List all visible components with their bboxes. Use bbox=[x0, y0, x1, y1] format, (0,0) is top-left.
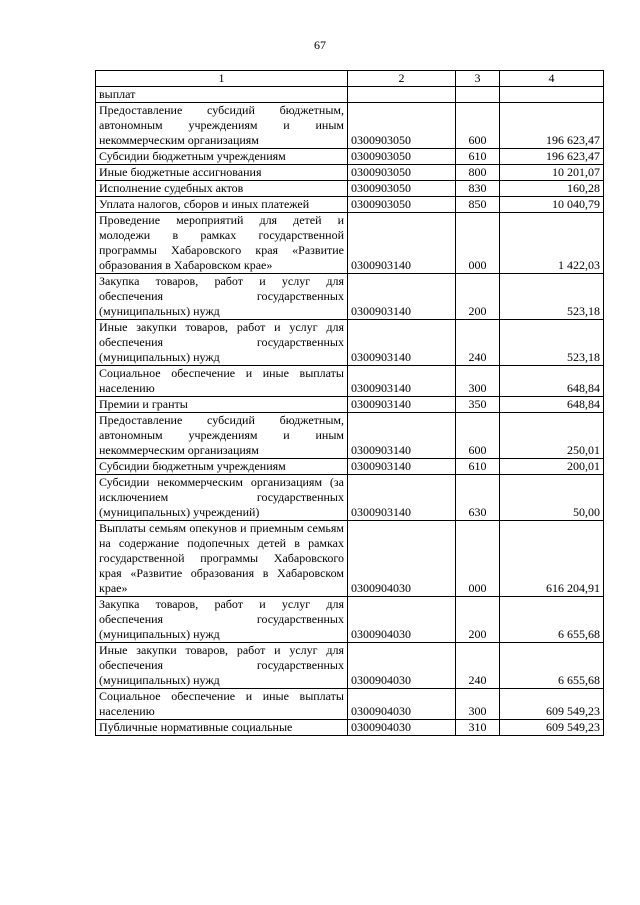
row-code: 0300904030 bbox=[348, 643, 456, 689]
row-code: 0300903140 bbox=[348, 459, 456, 475]
table-row bbox=[96, 597, 604, 643]
row-type: 350 bbox=[456, 397, 500, 413]
row-name: Предоставление субсидий бюджетным, автономным учреждениям и иным некоммерческим организациям bbox=[96, 103, 348, 149]
page-number: 67 bbox=[314, 38, 326, 52]
row-amount: 648,84 bbox=[500, 366, 604, 397]
row-name: Субсидии бюджетным учреждениям bbox=[96, 149, 348, 165]
row-code: 0300903140 bbox=[348, 475, 456, 521]
row-code: 0300903050 bbox=[348, 149, 456, 165]
row-code: 0300903140 bbox=[348, 320, 456, 366]
row-name: Иные бюджетные ассигнования bbox=[96, 165, 348, 181]
row-type: 850 bbox=[456, 197, 500, 213]
row-code: 0300903140 bbox=[348, 397, 456, 413]
budget-table bbox=[95, 70, 604, 736]
table-row bbox=[96, 397, 604, 413]
row-name: выплат bbox=[96, 87, 348, 103]
row-amount: 609 549,23 bbox=[500, 720, 604, 736]
row-type: 240 bbox=[456, 643, 500, 689]
header-col-1: 1 bbox=[96, 71, 348, 87]
table-row bbox=[96, 213, 604, 274]
table-row bbox=[96, 413, 604, 459]
row-amount: 250,01 bbox=[500, 413, 604, 459]
row-code bbox=[348, 87, 456, 103]
row-amount: 196 623,47 bbox=[500, 103, 604, 149]
row-type: 000 bbox=[456, 521, 500, 597]
row-type: 800 bbox=[456, 165, 500, 181]
row-amount: 50,00 bbox=[500, 475, 604, 521]
table-row bbox=[96, 165, 604, 181]
row-name: Исполнение судебных актов bbox=[96, 181, 348, 197]
row-name: Социальное обеспечение и иные выплаты населению bbox=[96, 366, 348, 397]
row-name: Публичные нормативные социальные bbox=[96, 720, 348, 736]
row-amount: 523,18 bbox=[500, 320, 604, 366]
row-amount: 160,28 bbox=[500, 181, 604, 197]
row-name: Субсидии некоммерческим организациям (за исключением государственных (муниципальных) учреждений) bbox=[96, 475, 348, 521]
row-code: 0300903140 bbox=[348, 413, 456, 459]
table-row bbox=[96, 87, 604, 103]
row-type: 610 bbox=[456, 459, 500, 475]
row-amount: 10 201,07 bbox=[500, 165, 604, 181]
row-name: Премии и гранты bbox=[96, 397, 348, 413]
table-row bbox=[96, 181, 604, 197]
row-type: 200 bbox=[456, 274, 500, 320]
table-row bbox=[96, 103, 604, 149]
table-row bbox=[96, 720, 604, 736]
row-name: Закупка товаров, работ и услуг для обеспечения государственных (муниципальных) нужд bbox=[96, 597, 348, 643]
row-type: 200 bbox=[456, 597, 500, 643]
header-col-3: 3 bbox=[456, 71, 500, 87]
table-row bbox=[96, 366, 604, 397]
row-name: Закупка товаров, работ и услуг для обеспечения государственных (муниципальных) нужд bbox=[96, 274, 348, 320]
row-amount: 6 655,68 bbox=[500, 597, 604, 643]
row-amount: 10 040,79 bbox=[500, 197, 604, 213]
row-code: 0300903050 bbox=[348, 197, 456, 213]
row-amount: 616 204,91 bbox=[500, 521, 604, 597]
row-amount: 200,01 bbox=[500, 459, 604, 475]
row-amount bbox=[500, 87, 604, 103]
row-type: 000 bbox=[456, 213, 500, 274]
row-name: Социальное обеспечение и иные выплаты населению bbox=[96, 689, 348, 720]
header-col-4: 4 bbox=[500, 71, 604, 87]
row-name: Иные закупки товаров, работ и услуг для обеспечения государственных (муниципальных) нужд bbox=[96, 320, 348, 366]
row-code: 0300904030 bbox=[348, 521, 456, 597]
row-type: 300 bbox=[456, 689, 500, 720]
table-header-row bbox=[96, 71, 604, 87]
row-amount: 648,84 bbox=[500, 397, 604, 413]
row-name: Уплата налогов, сборов и иных платежей bbox=[96, 197, 348, 213]
row-type: 300 bbox=[456, 366, 500, 397]
row-code: 0300904030 bbox=[348, 720, 456, 736]
table-row bbox=[96, 197, 604, 213]
row-code: 0300903050 bbox=[348, 181, 456, 197]
table-row bbox=[96, 274, 604, 320]
row-type: 600 bbox=[456, 413, 500, 459]
row-amount: 609 549,23 bbox=[500, 689, 604, 720]
row-code: 0300903140 bbox=[348, 366, 456, 397]
row-name: Выплаты семьям опекунов и приемным семьям на содержание подопечных детей в рамках государственной программы Хабаровского края «Развитие образования в Хабаровском крае» bbox=[96, 521, 348, 597]
row-code: 0300903140 bbox=[348, 274, 456, 320]
row-name: Субсидии бюджетным учреждениям bbox=[96, 459, 348, 475]
table-row bbox=[96, 521, 604, 597]
row-code: 0300904030 bbox=[348, 597, 456, 643]
row-type: 240 bbox=[456, 320, 500, 366]
row-type: 830 bbox=[456, 181, 500, 197]
row-amount: 523,18 bbox=[500, 274, 604, 320]
row-type: 600 bbox=[456, 103, 500, 149]
table-row bbox=[96, 475, 604, 521]
row-type: 630 bbox=[456, 475, 500, 521]
row-name: Иные закупки товаров, работ и услуг для обеспечения государственных (муниципальных) нужд bbox=[96, 643, 348, 689]
row-code: 0300903050 bbox=[348, 103, 456, 149]
row-code: 0300903050 bbox=[348, 165, 456, 181]
row-type: 610 bbox=[456, 149, 500, 165]
row-code: 0300903140 bbox=[348, 213, 456, 274]
row-amount: 6 655,68 bbox=[500, 643, 604, 689]
table-row bbox=[96, 149, 604, 165]
header-col-2: 2 bbox=[348, 71, 456, 87]
row-amount: 196 623,47 bbox=[500, 149, 604, 165]
table-row bbox=[96, 689, 604, 720]
row-amount: 1 422,03 bbox=[500, 213, 604, 274]
row-name: Проведение мероприятий для детей и молодежи в рамках государственной программы Хабаровского края «Развитие образования в Хабаровском крае» bbox=[96, 213, 348, 274]
table-row bbox=[96, 643, 604, 689]
row-name: Предоставление субсидий бюджетным, автономным учреждениям и иным некоммерческим организациям bbox=[96, 413, 348, 459]
row-type: 310 bbox=[456, 720, 500, 736]
table-row bbox=[96, 320, 604, 366]
row-type bbox=[456, 87, 500, 103]
table-row bbox=[96, 459, 604, 475]
row-code: 0300904030 bbox=[348, 689, 456, 720]
